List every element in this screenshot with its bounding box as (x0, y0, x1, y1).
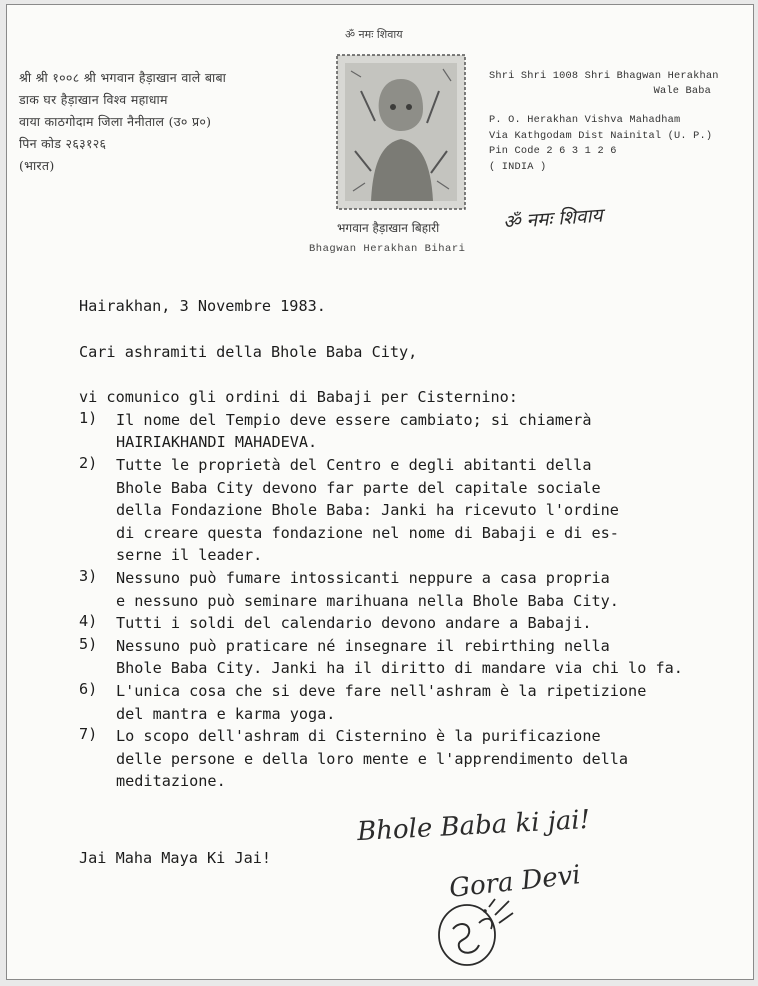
item-line: del mantra e karma yoga. (116, 704, 336, 723)
greeting: Cari ashramiti della Bhole Baba City, (79, 342, 418, 361)
intro-line: vi comunico gli ordini di Babaji per Cisternino: (79, 388, 518, 407)
item-number: 2) (79, 453, 98, 472)
item-line: serne il leader. (116, 546, 263, 565)
handwritten-signature: Gora Devi (447, 860, 583, 904)
address-line: P. O. Herakhan Vishva Mahadham (489, 114, 681, 126)
letterhead-hindi-address (19, 67, 319, 177)
address-line: Pin Code 2 6 3 1 2 6 (489, 145, 617, 157)
hindi-line: डाक घर हैड़ाखान विश्व महाधाम (19, 92, 168, 107)
letter-body (79, 295, 758, 793)
item-line: delle persone e della loro mente e l'apprendimento della (116, 749, 629, 768)
item-line: Bhole Baba City. Janki ha il diritto di mandare via chi lo fa. (116, 659, 683, 678)
name-line-2: Wale Baba (653, 85, 711, 97)
item-line: Il nome del Tempio deve essere cambiato; si chiamerà (116, 410, 592, 429)
item-line: della Fondazione Bhole Baba: Janki ha ricevuto l'ordine (116, 501, 619, 520)
item-line: HAIRIAKHANDI MAHADEVA. (116, 433, 318, 452)
emblem-caption-english: Bhagwan Herakhan Bihari (309, 243, 466, 255)
item-line: Tutte le proprietà del Centro e degli abitanti della (116, 455, 592, 474)
item-number: 1) (79, 408, 98, 427)
item-line: Nessuno può praticare né insegnare il rebirthing nella (116, 636, 610, 655)
date-line: Hairakhan, 3 Novembre 1983. (79, 297, 326, 315)
item-line: Nessuno può fumare intossicanti neppure a casa propria (116, 568, 610, 587)
item-number: 3) (79, 566, 98, 585)
item-number: 7) (79, 725, 98, 744)
item-line: meditazione. (116, 772, 226, 791)
item-line: L'unica cosa che si deve fare nell'ashram è la ripetizione (116, 681, 647, 700)
item-line: di creare questa fondazione nel nome di Babaji e di es- (116, 523, 619, 542)
hindi-line: पिन कोड २६३१२६ (19, 136, 107, 151)
item-line: Bhole Baba City devono far parte del capitale sociale (116, 478, 601, 497)
item-line: Lo scopo dell'ashram di Cisternino è la purificazione (116, 727, 601, 746)
handwritten-blessing: Bhole Baba ki jai! (356, 804, 591, 848)
list-item (79, 454, 758, 567)
handwritten-motto: ॐ नमः शिवाय (502, 204, 604, 234)
item-line: Tutti i soldi del calendario devono andare a Babaji. (116, 614, 592, 633)
letter-page (6, 4, 754, 980)
item-line: e nessuno può seminare marihuana nella Bhole Baba City. (116, 591, 619, 610)
list-item (79, 612, 758, 635)
list-item (79, 635, 758, 680)
hindi-line: श्री श्री १००८ श्री भगवान हैड़ाखान वाले बाबा (19, 70, 227, 85)
list-item (79, 567, 758, 612)
hindi-line: वाया काठगोदाम जिला नैनीताल (उ० प्र०) (19, 114, 212, 129)
emblem-caption-hindi: भगवान हैड़ाखान बिहारी (337, 221, 440, 235)
letterhead-english-address (489, 69, 729, 175)
item-number: 6) (79, 679, 98, 698)
closing-line: Jai Maha Maya Ki Jai! (79, 849, 272, 867)
list-item (79, 725, 758, 793)
list-item (79, 680, 758, 725)
item-number: 4) (79, 612, 98, 631)
deity-emblem-image (331, 51, 471, 213)
address-line: ( INDIA ) (489, 160, 547, 173)
om-symbol-icon (429, 893, 519, 973)
address-line: Via Kathgodam Dist Nainital (U. P.) (489, 129, 713, 142)
name-line-1: Shri Shri 1008 Shri Bhagwan Herakhan (489, 70, 719, 82)
item-number: 5) (79, 634, 98, 653)
letterhead-top-motto: ॐ नमः शिवाय (345, 28, 403, 41)
hindi-line: (भारत) (19, 158, 55, 173)
list-item (79, 409, 758, 454)
